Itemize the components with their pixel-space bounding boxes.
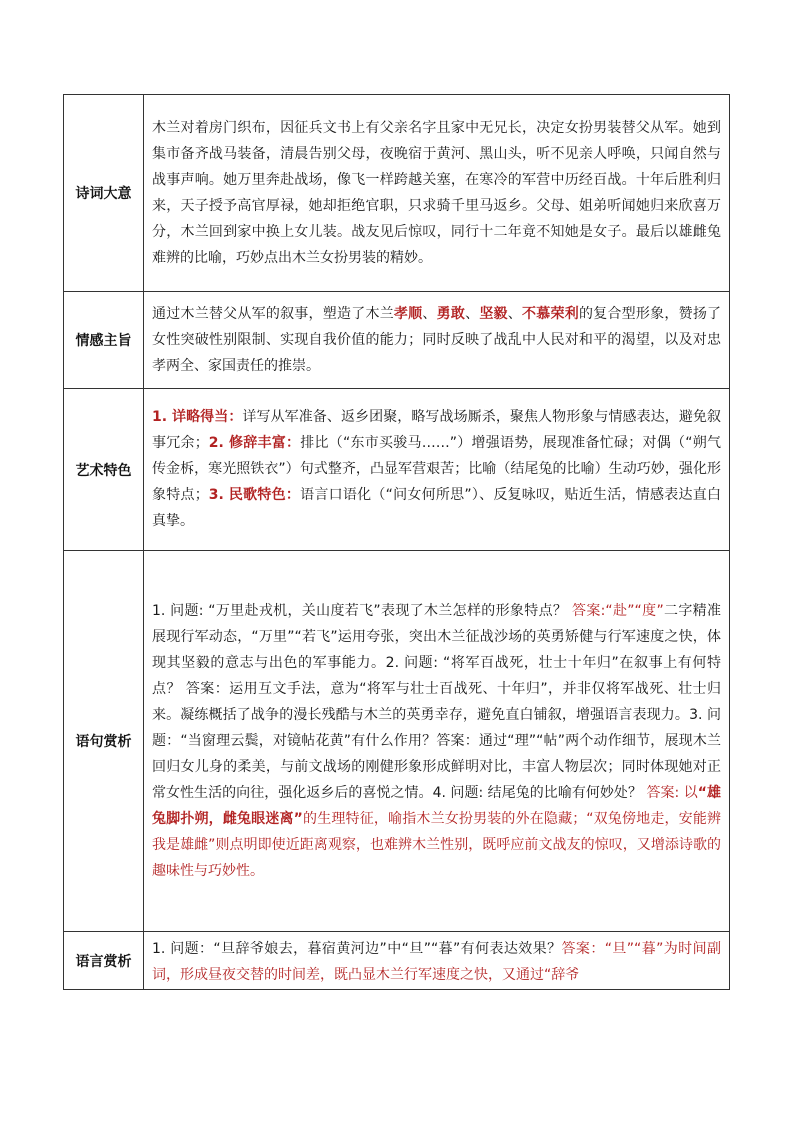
answer-3: 答案：通过“理”“帖”两个动作细节，展现木兰回归女儿身的柔美，与前文战场的刚健形象形成鲜明对比，丰富人物层次；同时体现她对正常女性生活的向往，强化返乡后的喜悦之情。 <box>152 732 721 801</box>
art-point-2-text: 排比（“东市买骏马……”）增强语势，展现准备忙碌；对偶（“朔气传金柝，寒光照铁衣”）句式整齐，凸显军营艰苦；比喻（结尾兔的比喻）生动巧妙，强化形象特点； <box>152 435 722 503</box>
answer-4-text-1: 的生理特征，喻指木兰女扮男装的外在隐藏； <box>302 810 587 827</box>
answer-1-text: 二字精准展现行军动态，“万里”“若飞”运用夸张，突出木兰征战沙场的英勇矫健与行军速度之快，体现其坚毅的意志与出色的军事能力。 <box>152 602 722 671</box>
art-point-3-text: 语言口语化（“问女何所思”）、反复咏叹，贴近生活，情感表达直白真挚。 <box>152 487 721 529</box>
art-point-2-heading: 2. 修辞丰富： <box>208 435 301 451</box>
theme-text <box>144 292 730 389</box>
keyword-resolute: 坚毅 <box>479 305 508 322</box>
question-1: 1. 问题: “万里赴戎机，关山度若飞”表现了木兰怎样的形象特点？ <box>152 602 568 619</box>
language-answer-label: 答案： <box>561 941 605 957</box>
row-label-language: 语言赏析 <box>64 932 144 990</box>
separator: 、 <box>507 305 523 322</box>
answer-1-highlight: “赴”“度” <box>605 602 664 619</box>
row-label-sentences: 语句赏析 <box>64 551 144 932</box>
row-label-theme: 情感主旨 <box>64 292 144 389</box>
art-text <box>144 389 730 551</box>
table-row <box>64 95 730 292</box>
poem-meaning-paragraph: 木兰对着房门织布，因征兵文书上有父亲名字且家中无兄长，决定女扮男装替父从军。她到集市备齐战马装备，清晨告别父母，夜晚宿于黄河、黑山头，听不见亲人呼唤，只闻自然与战事声响。她万里奔赴战场，像飞一样跨越关塞，在寒冷的军营中历经百战。十年后胜利归来，天子授予高官厚禄，她却拒绝官职，只求骑千里马返乡。父母、姐弟听闻她归来欣喜万分，木兰回到家中换上女儿装。战友见后惊叹，同行十二年竟不知她是女子。最后以雄雌兔难辨的比喻，巧妙点出木兰女扮男装的精妙。 <box>152 119 721 266</box>
keyword-brave: 勇敢 <box>436 305 466 322</box>
question-4: 4. 问题: 结尾兔的比喻有何妙处？ <box>432 784 642 801</box>
answer-1-label: 答案: <box>572 602 606 619</box>
question-2: 2. 问题: “将军百战死，壮士十年归”在叙事上有何特点？ <box>152 654 722 697</box>
table-row <box>64 932 730 990</box>
answer-2: 答案：运用互文手法，意为“将军与壮士百战死、十年归”，并非仅将军战死、壮士归来。凝练概括了战争的漫长残酷与木兰的英勇幸存，避免直白铺叙，增强语言表现力。 <box>152 680 721 723</box>
sentences-text <box>144 551 730 932</box>
poem-meaning-text <box>144 95 730 292</box>
language-text <box>144 932 730 990</box>
answer-4-text-2: 则点明即使近距离观察，也难辨木兰性别，既呼应前文战友的惊叹，又增添诗歌的趣味性与巧妙性。 <box>152 836 721 879</box>
art-point-1-text: 详写从军准备、返乡团聚，略写战场厮杀，聚焦人物形象与情感表达，避免叙事冗余； <box>152 409 721 451</box>
language-question-1: 1. 问题：“旦辞爷娘去，暮宿黄河边”中“旦”“暮”有何表达效果？ <box>152 941 562 957</box>
art-point-1-heading: 1. 详略得当： <box>152 409 243 425</box>
analysis-table <box>63 94 730 990</box>
theme-rest: 的复合型形象，赞扬了女性突破性别限制、实现自我价值的能力；同时反映了战乱中人民对和平的渴望，以及对忠孝两全、家国责任的推崇。 <box>152 305 722 374</box>
art-point-3-heading: 3. 民歌特色： <box>208 487 301 503</box>
separator: 、 <box>465 305 480 322</box>
language-content <box>152 936 721 984</box>
separator: 、 <box>422 305 437 322</box>
answer-4-quote-1: “雄兔脚扑朔，雌兔眼迷离” <box>152 784 722 827</box>
language-answer-highlight: “旦”“暮” <box>604 941 664 957</box>
table-row <box>64 389 730 551</box>
row-label-art: 艺术特色 <box>64 389 144 551</box>
table-row <box>64 551 730 932</box>
question-3: 3. 问题：“当窗理云鬓，对镜帖花黄”有什么作用？ <box>152 706 722 749</box>
theme-intro: 通过木兰替父从军的叙事，塑造了木兰 <box>152 305 394 322</box>
language-answer-text: 为时间副词，形成昼夜交替的时间差，既凸显木兰行军速度之快，又通过“辞爷 <box>152 941 721 983</box>
table-row <box>64 292 730 389</box>
row-label-poem-meaning: 诗词大意 <box>64 95 144 292</box>
answer-4-quote-2: “双兔傍地走，安能辨我是雄雌” <box>152 810 722 853</box>
keyword-filial: 孝顺 <box>393 305 423 322</box>
answer-4-label: 答案: 以 <box>646 784 698 801</box>
keyword-unworldly: 不慕荣利 <box>522 305 579 322</box>
